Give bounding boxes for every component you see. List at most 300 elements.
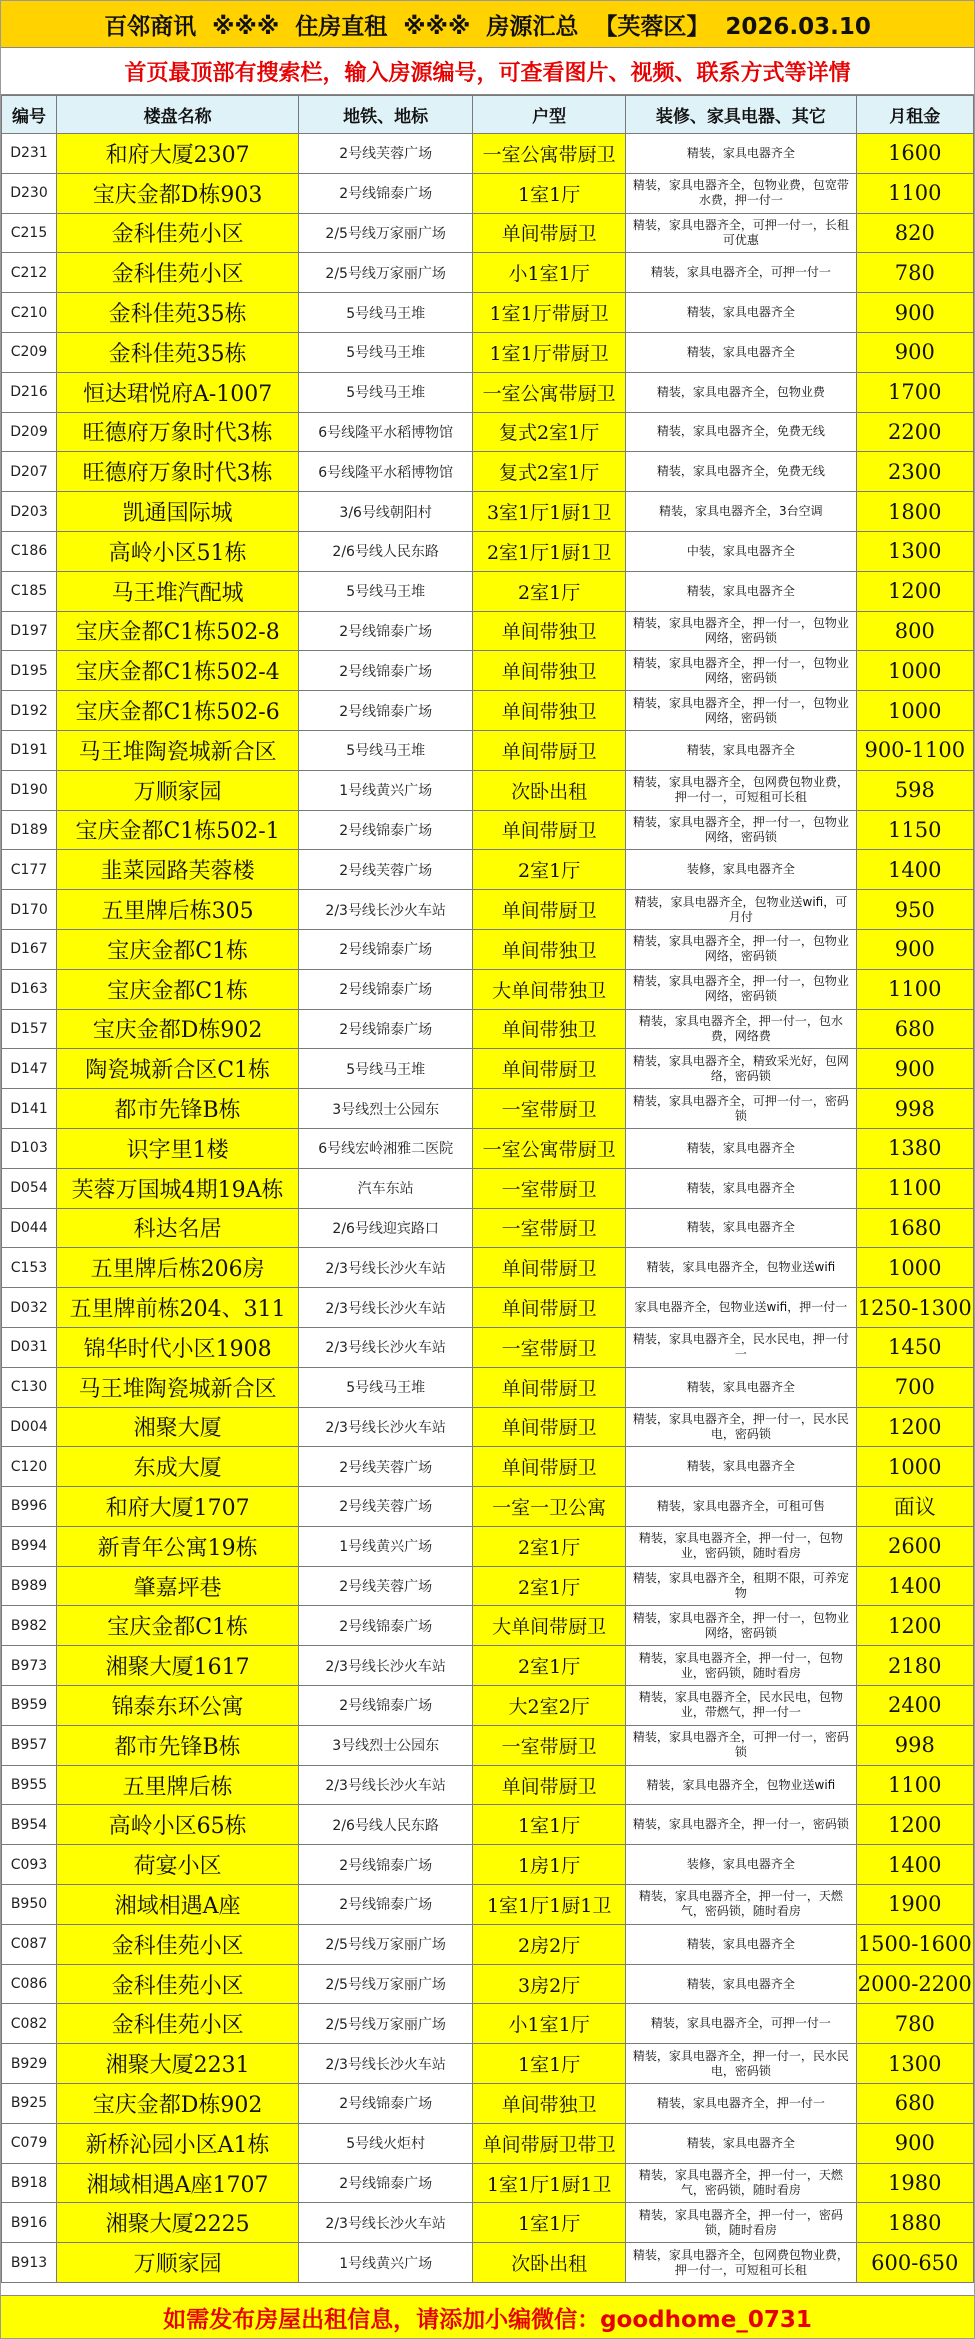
- table-row: [2, 611, 974, 651]
- listing-metro: 5号线马王堆: [299, 1367, 473, 1407]
- table-row: [2, 2243, 974, 2283]
- listing-layout: 单间带厨卫: [473, 1407, 626, 1447]
- listing-metro: 2号线锦泰广场: [299, 173, 473, 213]
- listing-remarks: 精装，家具电器齐全，可租可售: [626, 1487, 856, 1527]
- column-header-rent: 月租金: [856, 96, 973, 134]
- listing-layout: 1室1厅1厨1卫: [473, 2163, 626, 2203]
- listing-layout: 2室1厅: [473, 1646, 626, 1686]
- table-header-row: [2, 96, 974, 134]
- listing-layout: 1室1厅带厨卫: [473, 293, 626, 333]
- listing-remarks: 精装，家具电器齐全，押一付一，包物业网络，密码锁: [626, 929, 856, 969]
- table-row: [2, 969, 974, 1009]
- listing-layout: 单间带厨卫: [473, 213, 626, 253]
- table-row: [2, 2084, 974, 2124]
- listing-metro: 2号线芙蓉广场: [299, 134, 473, 174]
- table-row: [2, 1327, 974, 1367]
- listing-code: B916: [2, 2203, 57, 2243]
- listing-code: C209: [2, 332, 57, 372]
- listing-remarks: 精装，家具电器齐全: [626, 1168, 856, 1208]
- listing-metro: 2号线锦泰广场: [299, 651, 473, 691]
- listing-code: D230: [2, 173, 57, 213]
- listing-metro: 2号线芙蓉广场: [299, 1447, 473, 1487]
- listing-remarks: 精装，家具电器齐全，民水民电，包物业，带燃气，押一付一: [626, 1686, 856, 1726]
- listing-layout: 大单间带独卫: [473, 969, 626, 1009]
- table-row: [2, 452, 974, 492]
- listing-name: 和府大厦2307: [56, 134, 298, 174]
- listing-metro: 2号线锦泰广场: [299, 1885, 473, 1925]
- listing-code: D216: [2, 372, 57, 412]
- listing-name: 万顺家园: [56, 770, 298, 810]
- listing-remarks: 家具电器齐全，包物业送wifi，押一付一: [626, 1288, 856, 1328]
- table-row: [2, 691, 974, 731]
- listing-code: C087: [2, 1924, 57, 1964]
- listing-name: 金科佳苑小区: [56, 2004, 298, 2044]
- table-row: [2, 770, 974, 810]
- listing-metro: 2号线锦泰广场: [299, 2084, 473, 2124]
- column-header-layout: 户型: [473, 96, 626, 134]
- listing-rent: 1200: [856, 571, 973, 611]
- listing-name: 都市先锋B栋: [56, 1725, 298, 1765]
- listing-remarks: 精装，家具电器齐全: [626, 1367, 856, 1407]
- column-header-metro: 地铁、地标: [299, 96, 473, 134]
- listing-metro: 汽车东站: [299, 1168, 473, 1208]
- listing-metro: 2号线芙蓉广场: [299, 1566, 473, 1606]
- listing-rent: 1000: [856, 691, 973, 731]
- listing-layout: 单间带独卫: [473, 2084, 626, 2124]
- listing-name: 陶瓷城新合区C1栋: [56, 1049, 298, 1089]
- listing-name: 宝庆金都D栋902: [56, 2084, 298, 2124]
- listing-rent: 600-650: [856, 2243, 973, 2283]
- table-row: [2, 2044, 974, 2084]
- listing-metro: 2/3号线长沙火车站: [299, 1765, 473, 1805]
- listing-remarks: 精装，家具电器齐全，可押一付一: [626, 253, 856, 293]
- listing-name: 金科佳苑小区: [56, 1964, 298, 2004]
- table-row: [2, 1924, 974, 1964]
- listing-metro: 2/3号线长沙火车站: [299, 1288, 473, 1328]
- listing-layout: 单间带厨卫: [473, 1367, 626, 1407]
- listing-code: D203: [2, 492, 57, 532]
- listing-code: D189: [2, 810, 57, 850]
- listing-code: C185: [2, 571, 57, 611]
- listing-name: 五里牌后栋206房: [56, 1248, 298, 1288]
- listing-layout: 一室带厨卫: [473, 1208, 626, 1248]
- listing-layout: 单间带独卫: [473, 691, 626, 731]
- listing-remarks: 精装，家具电器齐全，押一付一，密码锁，随时看房: [626, 2203, 856, 2243]
- table-row: [2, 134, 974, 174]
- listing-code: D147: [2, 1049, 57, 1089]
- table-row: [2, 730, 974, 770]
- listing-remarks: 精装，家具电器齐全，押一付一，民水民电，密码锁: [626, 1407, 856, 1447]
- listing-code: B989: [2, 1566, 57, 1606]
- table-row: [2, 293, 974, 333]
- listing-rent: 1300: [856, 2044, 973, 2084]
- listing-metro: 2号线锦泰广场: [299, 969, 473, 1009]
- listing-rent: 1500-1600: [856, 1924, 973, 1964]
- table-row: [2, 1288, 974, 1328]
- listing-layout: 1室1厅: [473, 1805, 626, 1845]
- table-row: [2, 2123, 974, 2163]
- listing-code: D167: [2, 929, 57, 969]
- listing-rent: 1900: [856, 1885, 973, 1925]
- listing-remarks: 精装，家具电器齐全，可押一付一，密码锁: [626, 1089, 856, 1129]
- listing-code: C210: [2, 293, 57, 333]
- listing-name: 金科佳苑小区: [56, 253, 298, 293]
- listing-name: 金科佳苑小区: [56, 1924, 298, 1964]
- listing-name: 芙蓉万国城4期19A栋: [56, 1168, 298, 1208]
- listing-layout: 单间带厨卫: [473, 810, 626, 850]
- listing-layout: 一室公寓带厨卫: [473, 1128, 626, 1168]
- listing-metro: 2/6号线迎宾路口: [299, 1208, 473, 1248]
- listing-layout: 大2室2厅: [473, 1686, 626, 1726]
- listing-code: D032: [2, 1288, 57, 1328]
- listing-code: C212: [2, 253, 57, 293]
- listing-rent: 2400: [856, 1686, 973, 1726]
- listing-name: 宝庆金都D栋902: [56, 1009, 298, 1049]
- listing-layout: 次卧出租: [473, 2243, 626, 2283]
- table-row: [2, 213, 974, 253]
- listing-code: C153: [2, 1248, 57, 1288]
- listing-name: 金科佳苑35栋: [56, 293, 298, 333]
- listing-name: 马王堆陶瓷城新合区: [56, 730, 298, 770]
- listing-layout: 1室1厅带厨卫: [473, 332, 626, 372]
- listing-metro: 2号线锦泰广场: [299, 1845, 473, 1885]
- listing-rent: 1880: [856, 2203, 973, 2243]
- listing-layout: 单间带厨卫: [473, 1447, 626, 1487]
- listing-code: B929: [2, 2044, 57, 2084]
- listing-name: 万顺家园: [56, 2243, 298, 2283]
- table-row: [2, 1447, 974, 1487]
- table-row: [2, 1009, 974, 1049]
- table-row: [2, 253, 974, 293]
- table-row: [2, 1646, 974, 1686]
- listing-code: B913: [2, 2243, 57, 2283]
- listing-layout: 单间带独卫: [473, 651, 626, 691]
- listing-rent: 1100: [856, 1168, 973, 1208]
- column-header-name: 楼盘名称: [56, 96, 298, 134]
- listing-remarks: 精装，家具电器齐全: [626, 1924, 856, 1964]
- listing-name: 宝庆金都C1栋502-1: [56, 810, 298, 850]
- listing-name: 宝庆金都C1栋: [56, 929, 298, 969]
- listing-code: B918: [2, 2163, 57, 2203]
- listing-name: 金科佳苑小区: [56, 213, 298, 253]
- listing-code: B954: [2, 1805, 57, 1845]
- page-title: 百邻商讯 ※※※ 住房直租 ※※※ 房源汇总 【芙蓉区】 2026.03.10: [1, 1, 974, 48]
- listing-rent: 820: [856, 213, 973, 253]
- listing-layout: 1室1厅: [473, 2044, 626, 2084]
- listing-layout: 单间带厨卫带卫: [473, 2123, 626, 2163]
- listing-code: D170: [2, 890, 57, 930]
- listing-name: 马王堆汽配城: [56, 571, 298, 611]
- listing-name: 宝庆金都C1栋502-8: [56, 611, 298, 651]
- listing-code: C093: [2, 1845, 57, 1885]
- listing-layout: 单间带厨卫: [473, 1288, 626, 1328]
- listing-layout: 次卧出租: [473, 770, 626, 810]
- listing-rent: 1300: [856, 531, 973, 571]
- listing-name: 高岭小区65栋: [56, 1805, 298, 1845]
- listing-table: [1, 95, 974, 2283]
- listing-code: B973: [2, 1646, 57, 1686]
- listing-remarks: 精装，家具电器齐全，押一付一，包物业，密码锁，随时看房: [626, 1646, 856, 1686]
- listing-code: B959: [2, 1686, 57, 1726]
- listing-code: C086: [2, 1964, 57, 2004]
- listing-code: B994: [2, 1526, 57, 1566]
- listing-name: 新桥沁园小区A1栋: [56, 2123, 298, 2163]
- listing-layout: 一室一卫公寓: [473, 1487, 626, 1527]
- listing-metro: 2/3号线长沙火车站: [299, 1248, 473, 1288]
- listing-metro: 6号线隆平水稻博物馆: [299, 412, 473, 452]
- listing-rent: 780: [856, 2004, 973, 2044]
- listing-layout: 1室1厅: [473, 173, 626, 213]
- listing-name: 凯通国际城: [56, 492, 298, 532]
- listing-layout: 2室1厅: [473, 571, 626, 611]
- listing-rent: 900-1100: [856, 730, 973, 770]
- listing-metro: 2/6号线人民东路: [299, 1805, 473, 1845]
- listing-name: 宝庆金都C1栋: [56, 969, 298, 1009]
- table-row: [2, 1487, 974, 1527]
- table-row: [2, 2203, 974, 2243]
- listing-layout: 一室带厨卫: [473, 1327, 626, 1367]
- listing-rent: 面议: [856, 1487, 973, 1527]
- listing-remarks: 装修，家具电器齐全: [626, 1845, 856, 1885]
- table-row: [2, 850, 974, 890]
- listing-code: D231: [2, 134, 57, 174]
- listing-remarks: 精装，家具电器齐全，租期不限，可养宠物: [626, 1566, 856, 1606]
- listing-layout: 单间带独卫: [473, 929, 626, 969]
- listing-remarks: 精装，家具电器齐全，押一付一，包物业网络，密码锁: [626, 1606, 856, 1646]
- listing-code: D141: [2, 1089, 57, 1129]
- listing-layout: 2房2厅: [473, 1924, 626, 1964]
- table-row: [2, 1208, 974, 1248]
- listing-remarks: 精装，家具电器齐全: [626, 1128, 856, 1168]
- table-row: [2, 492, 974, 532]
- listing-rent: 1600: [856, 134, 973, 174]
- listing-metro: 1号线黄兴广场: [299, 770, 473, 810]
- listing-code: C082: [2, 2004, 57, 2044]
- table-row: [2, 929, 974, 969]
- listing-rent: 1000: [856, 1248, 973, 1288]
- listing-name: 识字里1楼: [56, 1128, 298, 1168]
- listing-remarks: 精装，家具电器齐全，3台空调: [626, 492, 856, 532]
- listing-rent: 1400: [856, 1566, 973, 1606]
- listing-remarks: 精装，家具电器齐全，押一付一，包水费，网络费: [626, 1009, 856, 1049]
- table-row: [2, 1765, 974, 1805]
- listing-rent: 2000-2200: [856, 1964, 973, 2004]
- listing-rent: 2300: [856, 452, 973, 492]
- listing-metro: 2号线锦泰广场: [299, 691, 473, 731]
- listing-remarks: 精装，家具电器齐全，精致采光好，包网络，密码锁: [626, 1049, 856, 1089]
- listing-rent: 1100: [856, 969, 973, 1009]
- listing-layout: 一室带厨卫: [473, 1725, 626, 1765]
- listing-rent: 1450: [856, 1327, 973, 1367]
- table-row: [2, 1686, 974, 1726]
- listing-remarks: 精装，家具电器齐全，包物业送wifi: [626, 1248, 856, 1288]
- listing-rent: 1000: [856, 651, 973, 691]
- listing-code: D197: [2, 611, 57, 651]
- listing-layout: 复式2室1厅: [473, 412, 626, 452]
- listing-metro: 2号线锦泰广场: [299, 2163, 473, 2203]
- listing-code: B982: [2, 1606, 57, 1646]
- listing-rent: 1380: [856, 1128, 973, 1168]
- table-row: [2, 332, 974, 372]
- listing-code: C079: [2, 2123, 57, 2163]
- listing-name: 湘聚大厦2231: [56, 2044, 298, 2084]
- table-row: [2, 1168, 974, 1208]
- listing-code: C215: [2, 213, 57, 253]
- listing-metro: 5号线火炬村: [299, 2123, 473, 2163]
- listing-layout: 3房2厅: [473, 1964, 626, 2004]
- search-notice: 首页最顶部有搜索栏，输入房源编号，可查看图片、视频、联系方式等详情: [1, 48, 974, 95]
- listing-rent: 2180: [856, 1646, 973, 1686]
- listing-layout: 复式2室1厅: [473, 452, 626, 492]
- listing-name: 金科佳苑35栋: [56, 332, 298, 372]
- listing-name: 湘聚大厦: [56, 1407, 298, 1447]
- table-row: [2, 1248, 974, 1288]
- listing-name: 肇嘉坪巷: [56, 1566, 298, 1606]
- listing-layout: 1室1厅1厨1卫: [473, 1885, 626, 1925]
- listing-rent: 1000: [856, 1447, 973, 1487]
- listing-code: D191: [2, 730, 57, 770]
- listing-remarks: 精装，家具电器齐全，可押一付一: [626, 2004, 856, 2044]
- listing-remarks: 精装，家具电器齐全，押一付一，包物业网络，密码锁: [626, 651, 856, 691]
- listing-rent: 1980: [856, 2163, 973, 2203]
- listing-name: 东成大厦: [56, 1447, 298, 1487]
- listing-metro: 2/5号线万家丽广场: [299, 213, 473, 253]
- listing-layout: 1室1厅: [473, 2203, 626, 2243]
- listing-code: D192: [2, 691, 57, 731]
- listing-metro: 2号线芙蓉广场: [299, 1487, 473, 1527]
- listing-name: 五里牌后栋: [56, 1765, 298, 1805]
- listing-rent: 998: [856, 1089, 973, 1129]
- listing-rent: 1200: [856, 1407, 973, 1447]
- listing-code: C177: [2, 850, 57, 890]
- listing-rent: 900: [856, 929, 973, 969]
- listing-code: D054: [2, 1168, 57, 1208]
- listing-metro: 2/3号线长沙火车站: [299, 890, 473, 930]
- listing-rent: 900: [856, 1049, 973, 1089]
- listing-metro: 2号线锦泰广场: [299, 1686, 473, 1726]
- table-row: [2, 810, 974, 850]
- listing-remarks: 精装，家具电器齐全，包网费包物业费，押一付一，可短租可长租: [626, 2243, 856, 2283]
- table-row: [2, 1964, 974, 2004]
- listing-metro: 3号线烈士公园东: [299, 1089, 473, 1129]
- listing-code: C120: [2, 1447, 57, 1487]
- listing-layout: 单间带独卫: [473, 611, 626, 651]
- listing-metro: 2/5号线万家丽广场: [299, 1964, 473, 2004]
- listing-metro: 2/6号线人民东路: [299, 531, 473, 571]
- table-row: [2, 412, 974, 452]
- listing-layout: 1房1厅: [473, 1845, 626, 1885]
- listing-rent: 680: [856, 2084, 973, 2124]
- listing-remarks: 精装，家具电器齐全，押一付一: [626, 2084, 856, 2124]
- listing-rent: 900: [856, 2123, 973, 2163]
- listing-rent: 900: [856, 293, 973, 333]
- listing-metro: 2/5号线万家丽广场: [299, 253, 473, 293]
- listing-name: 旺德府万象时代3栋: [56, 412, 298, 452]
- listing-metro: 3/6号线朝阳村: [299, 492, 473, 532]
- table-row: [2, 1805, 974, 1845]
- listing-metro: 5号线马王堆: [299, 1049, 473, 1089]
- listing-rent: 900: [856, 332, 973, 372]
- listing-remarks: 精装，家具电器齐全，押一付一，包物业，密码锁，随时看房: [626, 1526, 856, 1566]
- table-row: [2, 1845, 974, 1885]
- listing-rent: 598: [856, 770, 973, 810]
- listing-remarks: 精装，家具电器齐全，包网费包物业费，押一付一，可短租可长租: [626, 770, 856, 810]
- listing-layout: 小1室1厅: [473, 2004, 626, 2044]
- listing-layout: 单间带厨卫: [473, 1248, 626, 1288]
- listing-remarks: 精装，家具电器齐全，押一付一，民水民电，密码锁: [626, 2044, 856, 2084]
- table-row: [2, 890, 974, 930]
- listing-metro: 2/5号线万家丽广场: [299, 1924, 473, 1964]
- listing-metro: 2号线锦泰广场: [299, 810, 473, 850]
- listing-name: 宝庆金都C1栋502-6: [56, 691, 298, 731]
- table-row: [2, 173, 974, 213]
- listing-remarks: 精装，家具电器齐全: [626, 730, 856, 770]
- listing-rent: 950: [856, 890, 973, 930]
- listing-remarks: 中装，家具电器齐全: [626, 531, 856, 571]
- listing-code: B955: [2, 1765, 57, 1805]
- listing-metro: 5号线马王堆: [299, 293, 473, 333]
- table-row: [2, 571, 974, 611]
- listing-metro: 2号线锦泰广场: [299, 1606, 473, 1646]
- listing-code: D207: [2, 452, 57, 492]
- listing-remarks: 精装，家具电器齐全，押一付一，天燃气，密码锁，随时看房: [626, 2163, 856, 2203]
- listing-layout: 2室1厅1厨1卫: [473, 531, 626, 571]
- listing-metro: 2号线锦泰广场: [299, 929, 473, 969]
- column-header-remarks: 装修、家具电器、其它: [626, 96, 856, 134]
- listing-metro: 5号线马王堆: [299, 372, 473, 412]
- listing-remarks: 精装，家具电器齐全，免费无线: [626, 452, 856, 492]
- listing-table-body: [2, 134, 974, 2283]
- listing-name: 湘域相遇A座1707: [56, 2163, 298, 2203]
- table-row: [2, 1885, 974, 1925]
- listing-name: 和府大厦1707: [56, 1487, 298, 1527]
- listing-rent: 1100: [856, 1765, 973, 1805]
- listing-metro: 2/3号线长沙火车站: [299, 2203, 473, 2243]
- listing-remarks: 精装，家具电器齐全，押一付一，包物业网络，密码锁: [626, 691, 856, 731]
- listing-remarks: 精装，家具电器齐全，押一付一，包物业网络，密码锁: [626, 969, 856, 1009]
- listing-layout: 单间带厨卫: [473, 1049, 626, 1089]
- listing-rent: 2200: [856, 412, 973, 452]
- listing-layout: 2室1厅: [473, 1526, 626, 1566]
- listing-remarks: 精装，家具电器齐全: [626, 1208, 856, 1248]
- listing-rent: 800: [856, 611, 973, 651]
- listing-name: 五里牌前栋204、311: [56, 1288, 298, 1328]
- listing-code: B957: [2, 1725, 57, 1765]
- listing-name: 宝庆金都C1栋502-4: [56, 651, 298, 691]
- table-row: [2, 1089, 974, 1129]
- listing-code: D157: [2, 1009, 57, 1049]
- listing-name: 宝庆金都C1栋: [56, 1606, 298, 1646]
- listing-layout: 一室带厨卫: [473, 1089, 626, 1129]
- table-row: [2, 1526, 974, 1566]
- table-row: [2, 1128, 974, 1168]
- listing-name: 湘域相遇A座: [56, 1885, 298, 1925]
- table-row: [2, 1367, 974, 1407]
- listing-metro: 1号线黄兴广场: [299, 1526, 473, 1566]
- table-row: [2, 1725, 974, 1765]
- listing-name: 锦泰东环公寓: [56, 1686, 298, 1726]
- listing-remarks: 精装，家具电器齐全，包物业送wifi: [626, 1765, 856, 1805]
- listing-name: 湘聚大厦2225: [56, 2203, 298, 2243]
- listing-name: 宝庆金都D栋903: [56, 173, 298, 213]
- listing-remarks: 精装，家具电器齐全: [626, 1447, 856, 1487]
- table-row: [2, 1606, 974, 1646]
- listing-rent: 1200: [856, 1606, 973, 1646]
- listing-remarks: 精装，家具电器齐全，免费无线: [626, 412, 856, 452]
- listing-remarks: 精装，家具电器齐全: [626, 2123, 856, 2163]
- footer-contact: 如需发布房屋出租信息，请添加小编微信：goodhome_0731: [1, 2295, 974, 2338]
- listing-layout: 单间带厨卫: [473, 1765, 626, 1805]
